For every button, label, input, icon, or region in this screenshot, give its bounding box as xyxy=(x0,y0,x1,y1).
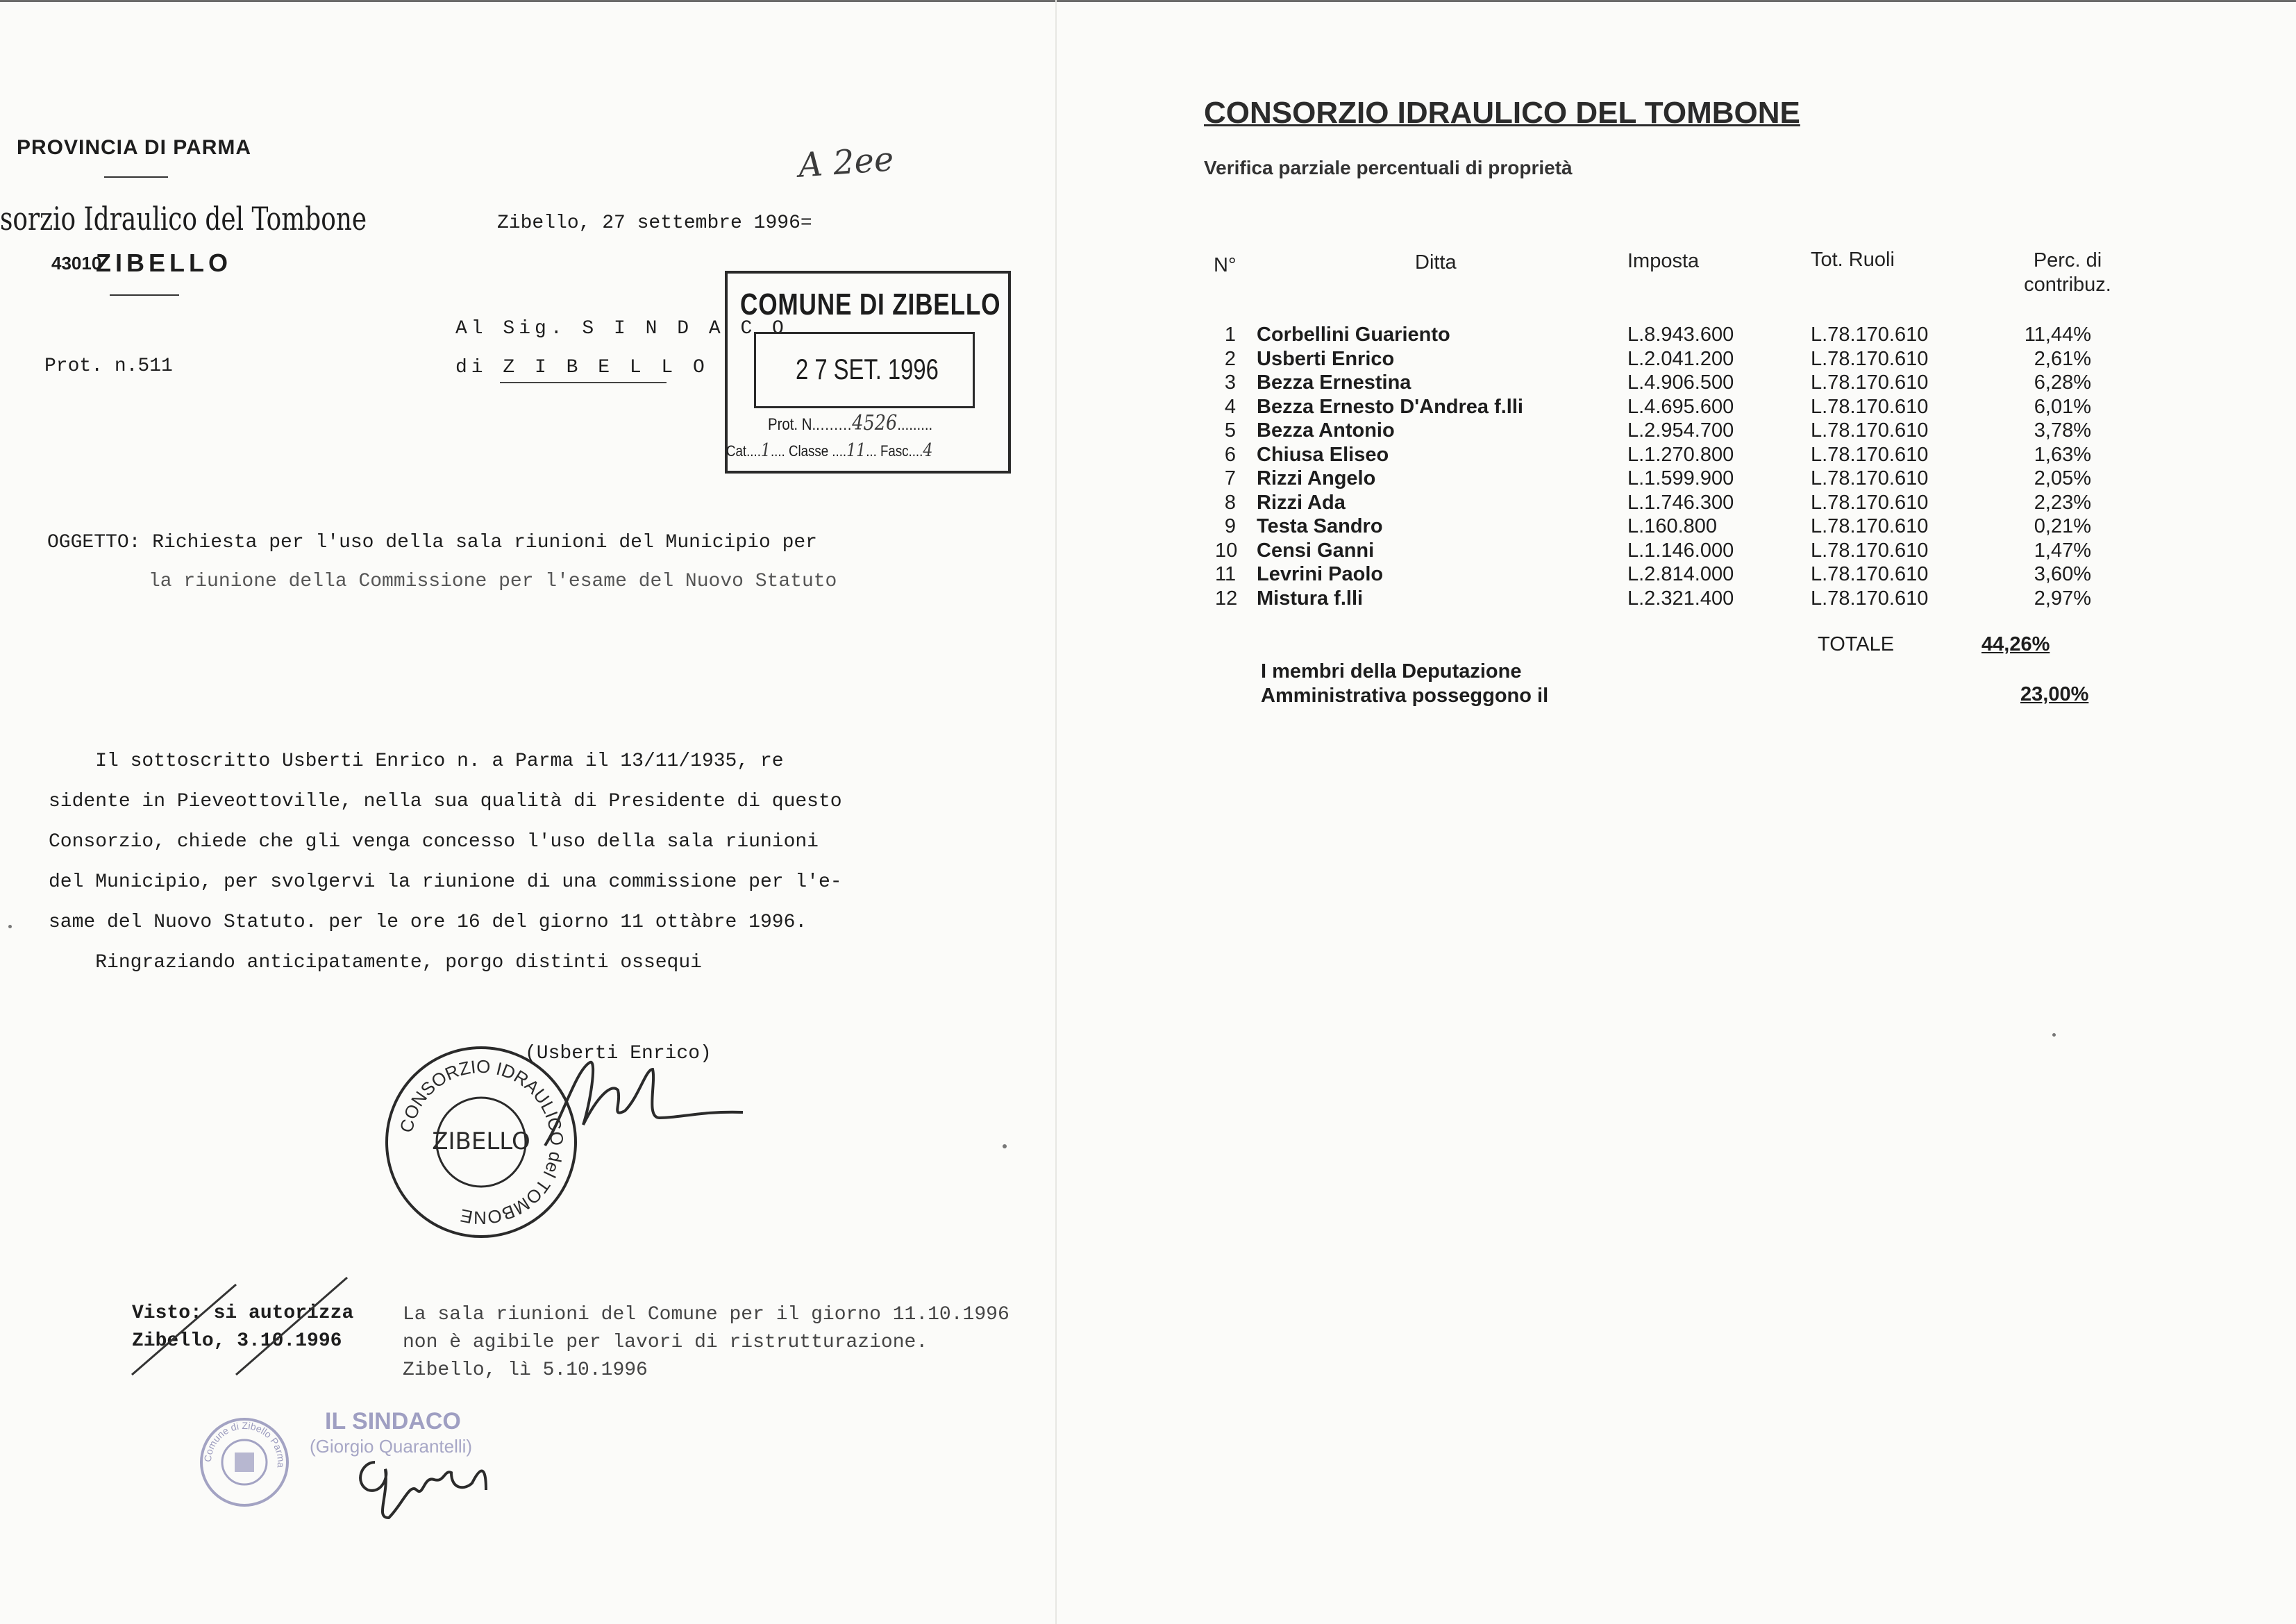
row-ditta: Mistura f.lli xyxy=(1257,587,1364,610)
row-tot-ruoli: L.78.170.610 xyxy=(1811,395,1929,418)
letterhead-consorzio: sorzio Idraulico del Tombone xyxy=(0,200,367,237)
table-row xyxy=(1215,324,2118,348)
letterhead-cap: 43010 xyxy=(51,253,102,274)
table-row xyxy=(1215,563,2118,587)
row-tot-ruoli: L.78.170.610 xyxy=(1811,419,1929,442)
stamp-classe-label: Classe xyxy=(788,442,829,460)
row-number: 1 xyxy=(1224,324,1236,346)
row-number: 8 xyxy=(1224,491,1236,514)
row-imposta: L.1.270.800 xyxy=(1627,443,1734,466)
row-imposta: L.8.943.600 xyxy=(1627,324,1734,346)
row-number: 11 xyxy=(1215,563,1237,585)
scan-top-edge xyxy=(0,0,2296,2)
row-perc: 2,97% xyxy=(2034,587,2091,610)
row-imposta: L.1.146.000 xyxy=(1627,539,1734,562)
row-imposta: L.4.906.500 xyxy=(1627,371,1734,394)
stamp-prot-row: Prot. N.........4526......... xyxy=(768,411,933,435)
row-number: 5 xyxy=(1224,419,1236,442)
table-row xyxy=(1215,419,2118,444)
table-row xyxy=(1215,539,2118,564)
row-tot-ruoli: L.78.170.610 xyxy=(1811,443,1929,466)
stamp-title: COMUNE DI ZIBELLO xyxy=(740,287,1001,321)
oggetto-line-2: la riunione della Commissione per l'esame del Nuovo Statuto xyxy=(149,571,837,592)
table-row xyxy=(1215,396,2118,420)
table-row xyxy=(1215,348,2118,372)
row-tot-ruoli: L.78.170.610 xyxy=(1811,347,1929,370)
row-ditta: Chiusa Eliseo xyxy=(1257,443,1389,466)
table-subtitle: Verifica parziale percentuali di proprietà xyxy=(1204,157,1573,178)
row-ditta: Rizzi Ada xyxy=(1257,491,1346,514)
row-perc: 3,78% xyxy=(2034,419,2091,442)
letterhead-divider-2 xyxy=(110,294,179,296)
comune-crest-icon xyxy=(235,1453,254,1472)
row-number: 2 xyxy=(1224,347,1236,370)
stamp-date: 2 7 SET. 1996 xyxy=(796,353,939,385)
seal-center-text: ZIBELLO xyxy=(432,1128,530,1155)
comune-seal-text: Comune di Zibello Parma xyxy=(201,1419,287,1468)
header-perc-line-1: Perc. di xyxy=(2033,249,2102,271)
recipient-line-2: di Z I B E L L O xyxy=(455,357,709,378)
recipient-line-1: Al Sig. S I N D A C O xyxy=(455,318,788,340)
row-tot-ruoli: L.78.170.610 xyxy=(1811,515,1929,537)
row-tot-ruoli: L.78.170.610 xyxy=(1811,563,1929,585)
recipient-underline xyxy=(500,382,667,383)
row-ditta: Rizzi Angelo xyxy=(1257,467,1376,489)
row-perc: 11,44% xyxy=(2024,324,2091,346)
stamp-classification-row: Cat....1.... Classe ....11... Fasc....4 xyxy=(726,440,933,461)
header-ditta: Ditta xyxy=(1415,251,1457,274)
totale-value: 44,26% xyxy=(1981,633,2050,655)
row-perc: 1,47% xyxy=(2034,539,2091,562)
seal-ring-text: CONSORZIO IDRAULICO del TOMBONE xyxy=(395,1055,568,1229)
letterhead-city: ZIBELLO xyxy=(96,249,232,277)
row-ditta: Bezza Ernestina xyxy=(1257,371,1411,394)
row-perc: 0,21% xyxy=(2034,515,2091,537)
scan-speck xyxy=(2052,1033,2056,1037)
membri-value: 23,00% xyxy=(2020,683,2089,705)
letter-date: Zibello, 27 settembre 1996= xyxy=(497,212,812,234)
row-number: 9 xyxy=(1224,515,1236,537)
table-row xyxy=(1215,371,2118,396)
row-perc: 3,60% xyxy=(2034,563,2091,585)
visto-autorizza: Visto: si autorizza Zibello, 3.10.1996 xyxy=(132,1303,354,1352)
row-number: 12 xyxy=(1215,587,1238,610)
totale-label: TOTALE xyxy=(1818,633,1895,655)
row-ditta: Censi Ganni xyxy=(1257,539,1375,562)
row-ditta: Bezza Ernesto D'Andrea f.lli xyxy=(1257,395,1523,418)
row-perc: 6,01% xyxy=(2034,395,2091,418)
table-title: CONSORZIO IDRAULICO DEL TOMBONE xyxy=(1204,96,1800,130)
row-imposta: L.2.041.200 xyxy=(1627,347,1734,370)
row-ditta: Testa Sandro xyxy=(1257,515,1383,537)
row-number: 10 xyxy=(1215,539,1238,562)
scan-speck xyxy=(8,925,12,928)
row-perc: 1,63% xyxy=(2034,443,2091,466)
row-tot-ruoli: L.78.170.610 xyxy=(1811,539,1929,562)
row-perc: 2,61% xyxy=(2034,347,2091,370)
row-imposta: L.160.800 xyxy=(1627,515,1718,537)
scan-speck xyxy=(1003,1144,1007,1148)
row-ditta: Usberti Enrico xyxy=(1257,347,1395,370)
stamp-cat-value: 1 xyxy=(760,440,771,461)
membri-text: I membri della Deputazione Amministrativa posseggono il xyxy=(1261,660,1549,707)
row-number: 7 xyxy=(1224,467,1236,489)
row-imposta: L.1.746.300 xyxy=(1627,491,1734,514)
oggetto-line-1: OGGETTO: Richiesta per l'uso della sala riunioni del Municipio per xyxy=(47,532,817,553)
row-tot-ruoli: L.78.170.610 xyxy=(1811,371,1929,394)
row-number: 6 xyxy=(1224,443,1236,466)
row-perc: 2,05% xyxy=(2034,467,2091,489)
letterhead-divider xyxy=(104,176,168,178)
comune-seal xyxy=(196,1414,293,1511)
row-imposta: L.1.599.900 xyxy=(1627,467,1734,489)
stamp-prot-label: Prot. N. xyxy=(768,415,816,434)
header-perc xyxy=(2012,249,2123,297)
stamp-prot-value: 4526 xyxy=(852,411,898,435)
row-perc: 2,23% xyxy=(2034,491,2091,514)
row-tot-ruoli: L.78.170.610 xyxy=(1811,491,1929,514)
visto-strikethrough xyxy=(125,1271,354,1382)
letter-body: Il sottoscritto Usberti Enrico n. a Parma il 13/11/1935, re sidente in Pieveottoville, nella sua qualità di Presidente di questo Consorzio, chiede che gli venga concesso l'uso della sala riunioni del Municipio, per svolgervi la riunione di una commissione per l'e- same del Nuovo Statuto. per le ore 16 del giorno 11 ottàbre 1996. Ringraziando anticipatamente, porgo distinti ossequi xyxy=(49,751,842,973)
handwritten-ref: A 2ee xyxy=(797,140,896,185)
stamp-fasc-value: 4 xyxy=(923,440,933,461)
table-row xyxy=(1215,467,2118,492)
row-number: 3 xyxy=(1224,371,1236,394)
table-row xyxy=(1215,587,2118,612)
row-imposta: L.2.954.700 xyxy=(1627,419,1734,442)
row-ditta: Corbellini Guariento xyxy=(1257,324,1450,346)
stamp-classe-value: 11 xyxy=(846,440,866,461)
sindaco-title: IL SINDACO xyxy=(325,1408,461,1434)
signer-name: (Usberti Enrico) xyxy=(525,1043,712,1064)
sindaco-name: (Giorgio Quarantelli) xyxy=(310,1436,473,1457)
page-fold xyxy=(1055,0,1057,1624)
row-imposta: L.2.814.000 xyxy=(1627,563,1734,585)
row-tot-ruoli: L.78.170.610 xyxy=(1811,587,1929,610)
protocol-number: Prot. n.511 xyxy=(44,355,173,377)
row-ditta: Bezza Antonio xyxy=(1257,419,1395,442)
row-tot-ruoli: L.78.170.610 xyxy=(1811,324,1929,346)
table-row xyxy=(1215,492,2118,516)
letterhead-provincia: PROVINCIA DI PARMA xyxy=(17,136,252,159)
stamp-fasc-label: Fasc. xyxy=(880,442,912,460)
stamp-cat-label: Cat. xyxy=(726,442,751,460)
row-number: 4 xyxy=(1224,395,1236,418)
row-tot-ruoli: L.78.170.610 xyxy=(1811,467,1929,489)
row-imposta: L.4.695.600 xyxy=(1627,395,1734,418)
row-ditta: Levrini Paolo xyxy=(1257,563,1384,585)
table-row xyxy=(1215,515,2118,539)
row-imposta: L.2.321.400 xyxy=(1627,587,1734,610)
header-imposta: Imposta xyxy=(1627,250,1700,272)
header-perc-line-2: contribuz. xyxy=(2024,274,2111,296)
header-n: N° xyxy=(1214,254,1237,276)
header-tot-ruoli: Tot. Ruoli xyxy=(1811,249,1895,271)
nota-sindaco: La sala riunioni del Comune per il giorno 11.10.1996 non è agibile per lavori di ristrutturazione. Zibello, lì 5.10.1996 xyxy=(403,1304,1009,1381)
row-perc: 6,28% xyxy=(2034,371,2091,394)
table-row xyxy=(1215,444,2118,468)
sindaco-signature-graphic xyxy=(347,1441,514,1525)
